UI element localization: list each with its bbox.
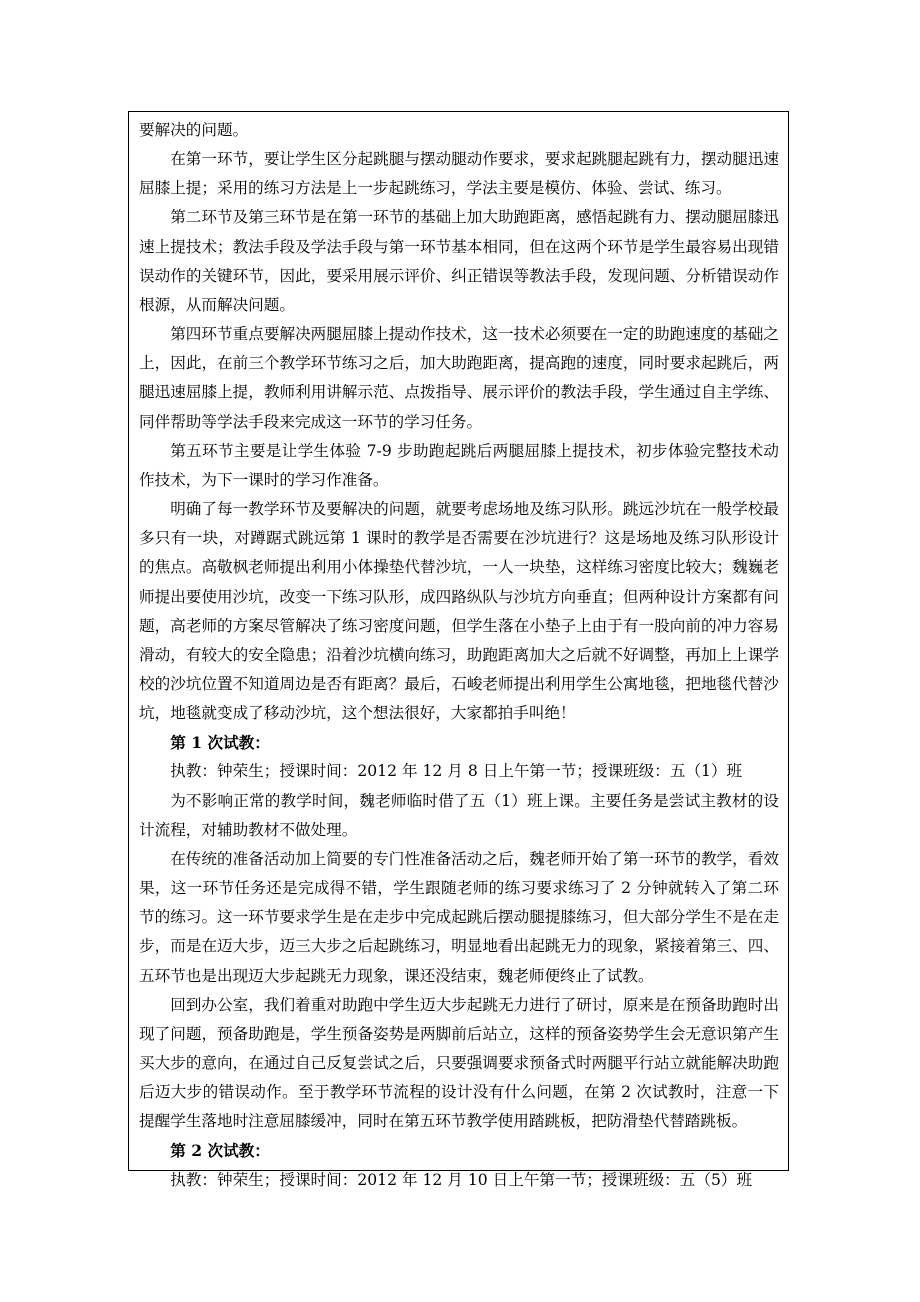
paragraph-trial-1-info: 执教：钟荣生；授课时间：2012 年 12 月 8 日上午第一节；授课班级：五（1）班 [170,762,743,781]
heading-trial-1: 第 1 次试教： [170,733,270,753]
paragraph-problem-intro: 要解决的问题。 [139,121,249,139]
paragraph-trial-2-info: 执教：钟荣生；授课时间：2012 年 12 月 10 日上午第一节；授课班级：五（5）班 [170,1170,753,1189]
paragraph-stage-five: 第五环节主要是让学生体验 7-9 步助跑起跳后两腿屈膝上提技术，初步体验完整技术动作技术，为下一课时的学习作准备。 [139,441,779,489]
document-page-frame [128,111,789,1189]
document-body [139,116,779,1195]
paragraph-venue-formation: 明确了每一教学环节及要解决的问题，就要考虑场地及练习队形。跳远沙坑在一般学校最多只有一块，对蹲踞式跳远第 1 课时的教学是否需要在沙坑进行？这是场地及练习队形设计的焦点。高敬枫老师提出利用小体操垫代替沙坑，一人一块垫，这样练习密度比较大；魏巍老师提出要使用沙坑，改变一下练习队形，成四路纵队与沙坑方向垂直；但两种设计方案都有问题，高老师的方案尽管解决了练习密度问题，但学生落在小垫子上由于有一股向前的冲力容易滑动，有较大的安全隐患；沿着沙坑横向练习，助跑距离加大之后就不好调整，再加上上课学校的沙坑位置不知道周边是否有距离？最后，石峻老师提出利用学生公寓地毯，把地毯代替沙坑，地毯就变成了移动沙坑，这个想法很好，大家都拍手叫绝！ [139,500,779,723]
paragraph-trial-1-purpose: 为不影响正常的教学时间，魏老师临时借了五（1）班上课。主要任务是尝试主教材的设计流程，对辅助教材不做处理。 [139,791,779,839]
paragraph-stage-one: 在第一环节，要让学生区分起跳腿与摆动腿动作要求，要求起跳腿起跳有力，摆动腿迅速屈膝上提；采用的练习方法是上一步起跳练习，学法主要是模仿、体验、尝试、练习。 [139,150,779,198]
paragraph-stage-two-three: 第二环节及第三环节是在第一环节的基础上加大助跑距离，感悟起跳有力、摆动腿屈膝迅速上提技术；教法手段及学法手段与第一环节基本相同，但在这两个环节是学生最容易出现错误动作的关键环节，因此，要采用展示评价、纠正错误等教法手段，发现问题、分析错误动作根源，从而解决问题。 [139,208,779,314]
paragraph-trial-1-review: 回到办公室，我们着重对助跑中学生迈大步起跳无力进行了研讨，原来是在预备助跑时出现了问题，预备助跑是，学生预备姿势是两脚前后站立，这样的预备姿势学生会无意识第产生买大步的意向，在通过自己反复尝试之后，只要强调要求预备式时两腿平行站立就能解决助跑后迈大步的错误动作。至于教学环节流程的设计没有什么问题，在第 2 次试教时，注意一下提醒学生落地时注意屈膝缓冲，同时在第五环节教学使用踏跳板，把防滑垫代替踏跳板。 [139,995,779,1131]
paragraph-stage-four: 第四环节重点要解决两腿屈膝上提动作技术，这一技术必须要在一定的助跑速度的基础之上，因此，在前三个教学环节练习之后，加大助跑距离，提高跑的速度，同时要求起跳后，两腿迅速屈膝上提，教师利用讲解示范、点拨指导、展示评价的教法手段，学生通过自主学练、同伴帮助等学法手段来完成这一环节的学习任务。 [139,325,779,431]
paragraph-trial-1-process: 在传统的准备活动加上简要的专门性准备活动之后，魏老师开始了第一环节的教学，看效果，这一环节任务还是完成得不错，学生跟随老师的练习要求练习了 2 分钟就转入了第二环节的练习。这一环节要求学生是在走步中完成起跳后摆动腿提膝练习，但大部分学生不是在走步，而是在迈大步，迈三大步之后起跳练习，明显地看出起跳无力的现象，紧接着第三、四、五环节也是出现迈大步起跳无力现象，课还没结束，魏老师便终止了试教。 [139,849,779,985]
heading-trial-2: 第 2 次试教： [170,1141,270,1161]
